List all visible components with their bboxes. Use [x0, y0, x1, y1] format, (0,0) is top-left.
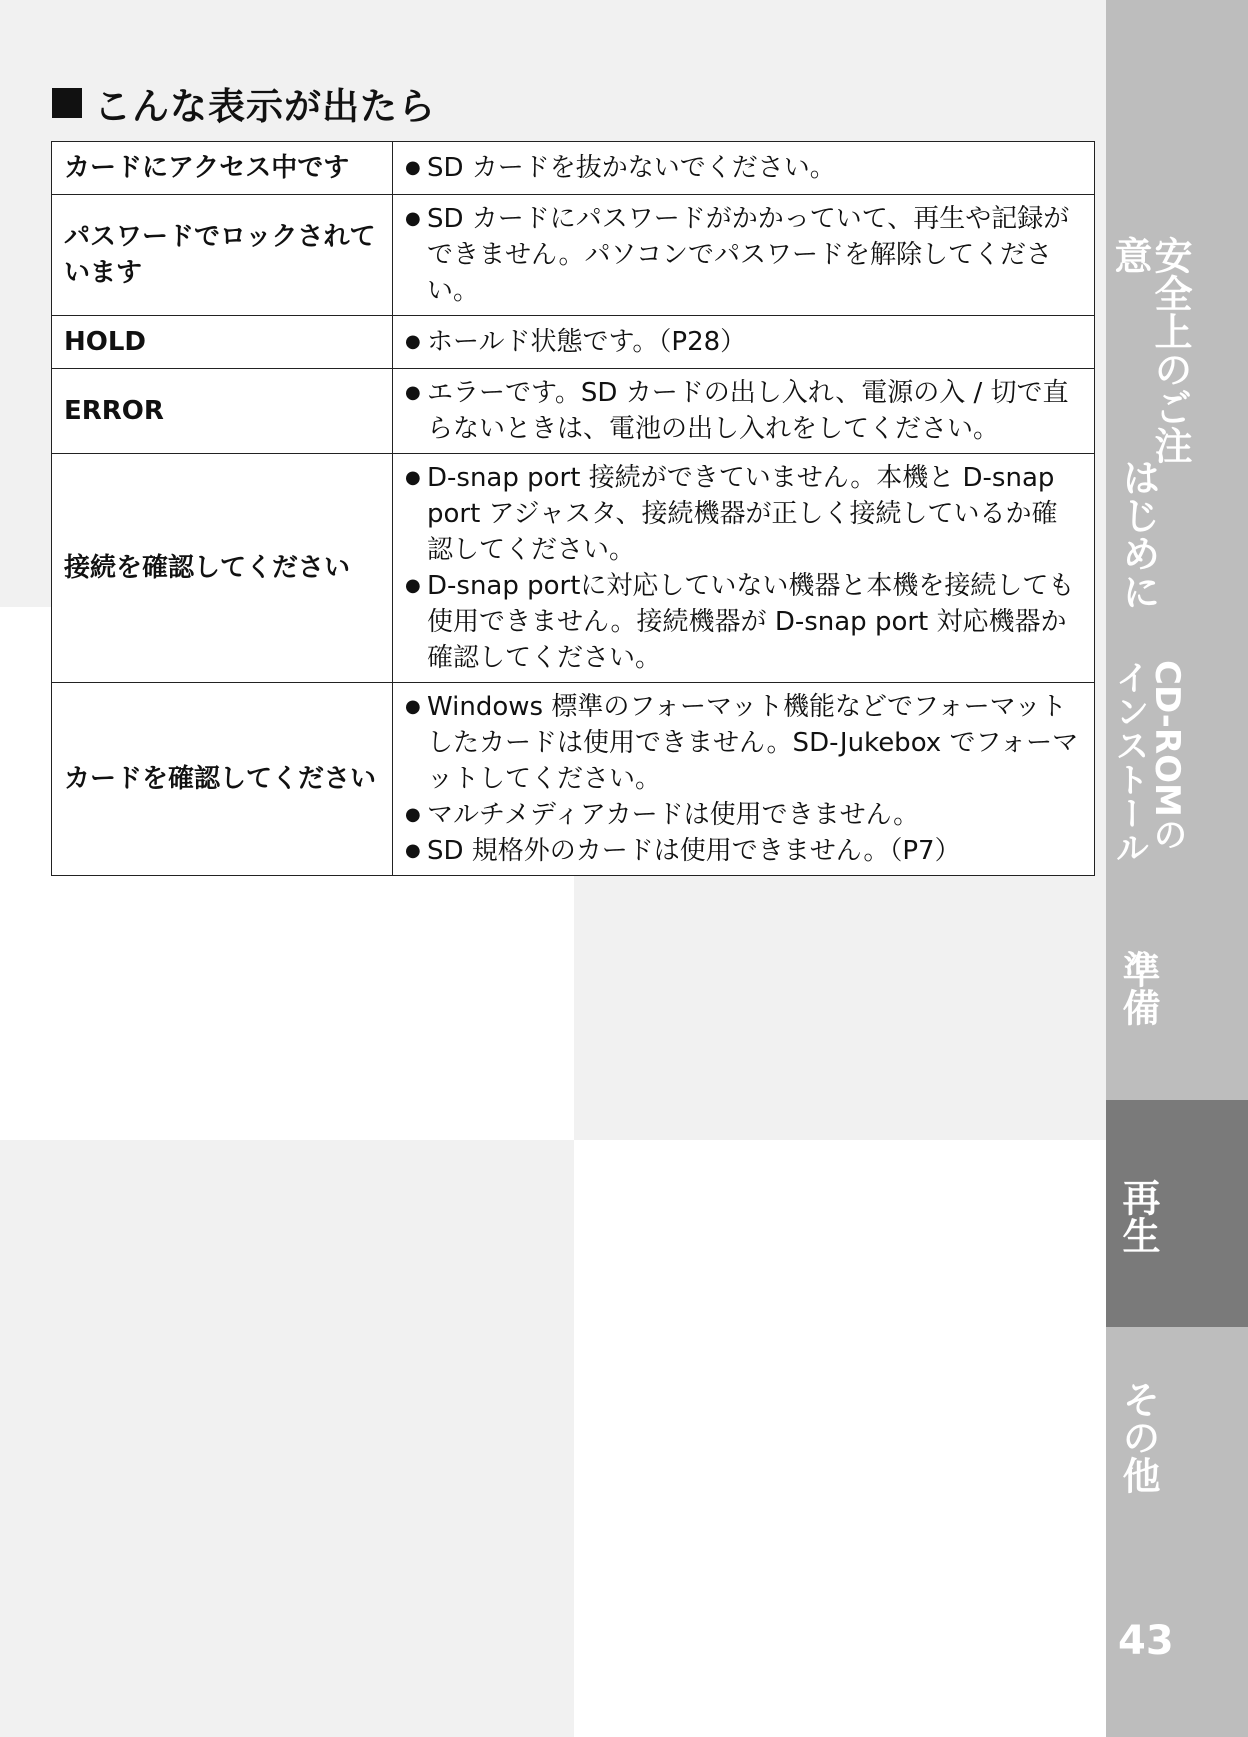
message-table — [51, 141, 1095, 876]
table-row — [52, 316, 1095, 369]
bullet-icon: ● — [405, 331, 421, 352]
page-number: 43 — [1118, 1618, 1174, 1664]
table-row — [52, 454, 1095, 683]
display-message: ERROR — [52, 369, 393, 454]
table-row — [52, 683, 1095, 876]
bullet-icon: ● — [405, 696, 421, 717]
table-row — [52, 142, 1095, 195]
list-item: ● ホールド状態です。（P28） — [405, 324, 1082, 360]
table-row — [52, 195, 1095, 316]
bullet-icon: ● — [405, 208, 421, 229]
display-message: パスワードでロックされています — [52, 195, 393, 316]
tab-preparation[interactable]: 準備 — [1116, 950, 1160, 1026]
list-item: ● マルチメディアカードは使用できません。 — [405, 797, 1082, 833]
remedy-cell — [393, 683, 1095, 876]
list-item: ● D-snap portに対応していない機器と本機を接続しても使用できません。接続機器が D-snap port 対応機器か確認してください。 — [405, 568, 1082, 676]
list-item: ● SD 規格外のカードは使用できません。（P7） — [405, 833, 1082, 869]
section-heading-text: こんな表示が出たら — [94, 85, 436, 128]
display-message: HOLD — [52, 316, 393, 369]
display-message: カードを確認してください — [52, 683, 393, 876]
bullet-icon: ● — [405, 840, 421, 861]
remedy-cell — [393, 369, 1095, 454]
bullet-icon: ● — [405, 467, 421, 488]
tab-introduction[interactable]: はじめに — [1116, 458, 1160, 610]
list-item: ● D-snap port 接続ができていません。本機と D-snap port アジャスタ、接続機器が正しく接続しているか確認してください。 — [405, 460, 1082, 568]
section-heading — [52, 76, 436, 130]
remedy-cell — [393, 195, 1095, 316]
list-item: ● SD カードにパスワードがかかっていて、再生や記録ができません。パソコンでパスワードを解除してください。 — [405, 201, 1082, 309]
table-row — [52, 369, 1095, 454]
list-item: ● Windows 標準のフォーマット機能などでフォーマットしたカードは使用できません。SD-Jukebox でフォーマットしてください。 — [405, 689, 1082, 797]
display-message: 接続を確認してください — [52, 454, 393, 683]
remedy-cell — [393, 142, 1095, 195]
bullet-icon: ● — [405, 575, 421, 596]
tab-safety[interactable]: 安全上のご注意 — [1108, 236, 1192, 464]
tab-other[interactable]: その他 — [1116, 1380, 1160, 1494]
list-item: ● エラーです。SD カードの出し入れ、電源の入 / 切で直らないときは、電池の出し入れをしてください。 — [405, 375, 1082, 447]
remedy-cell — [393, 454, 1095, 683]
square-bullet-icon — [52, 88, 82, 118]
bullet-icon: ● — [405, 804, 421, 825]
bullet-icon: ● — [405, 157, 421, 178]
tab-cdrom-install[interactable]: CD-ROMのインストール — [1109, 660, 1187, 864]
list-item: ● SD カードを抜かないでください。 — [405, 150, 1082, 186]
remedy-cell — [393, 316, 1095, 369]
display-message: カードにアクセス中です — [52, 142, 393, 195]
bullet-icon: ● — [405, 382, 421, 403]
tab-playback[interactable]: 再生 — [1116, 1178, 1160, 1254]
bg-block — [0, 1140, 574, 1737]
